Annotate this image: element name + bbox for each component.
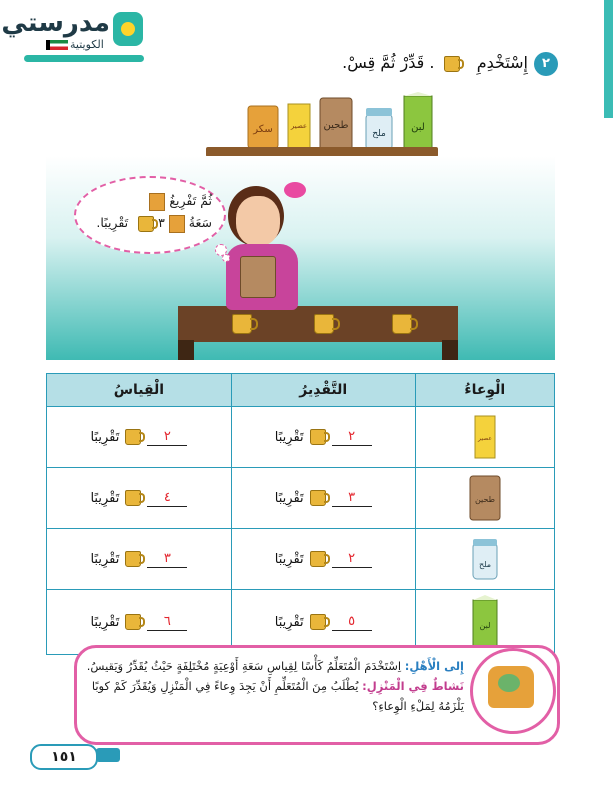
flour-bag-icon bbox=[149, 193, 165, 211]
container-cell bbox=[415, 468, 554, 529]
question-text-before: إِسْتَخْدِمِ bbox=[476, 53, 528, 72]
header-estimate: التَّقْدِيرُ bbox=[231, 374, 415, 407]
page-number: ١٥١ bbox=[30, 744, 98, 770]
shelf-illustration bbox=[206, 92, 438, 152]
svg-text:لبن: لبن bbox=[479, 621, 491, 630]
measure-value: ٤ bbox=[147, 490, 187, 507]
flour-bag-icon bbox=[468, 474, 502, 522]
estimate-value: ٢ bbox=[332, 551, 372, 568]
question-number: ٢ bbox=[534, 52, 558, 76]
parents-note-line-2: نَشاطٌ فِي الْمَنْزِلِ: يُطْلَبُ مِنَ الْمُتَعَلِّمِ أَنْ يَجِدَ وِعاءً فِي الْمَنْزِلِ وَيُقَدِّرَ كَمْ كوبًا يَلْزَمُهُ لِمَلْءِ الْوِعاءِ؟ bbox=[91, 679, 464, 713]
estimate-value: ٣ bbox=[332, 490, 372, 507]
measure-cell: ٣ تَقْرِيبًا bbox=[47, 529, 232, 590]
table-row bbox=[47, 529, 555, 590]
svg-text:عصير: عصير bbox=[477, 435, 492, 442]
cup-icon bbox=[125, 614, 141, 630]
brand-strip bbox=[24, 55, 144, 62]
container-cell bbox=[415, 407, 554, 468]
table-header-row bbox=[47, 374, 555, 407]
cup-icon bbox=[310, 614, 326, 630]
header-container: الْوِعاءُ bbox=[415, 374, 554, 407]
bubble-line-1: ثُمَّ تَفْرِيغُ bbox=[82, 190, 212, 212]
measure-cell: ٦ تَقْرِيبًا bbox=[47, 590, 232, 655]
salt-jar-icon bbox=[470, 537, 500, 581]
question-text bbox=[330, 53, 528, 72]
estimate-cell: ٢ تَقْرِيبًا bbox=[231, 529, 415, 590]
kuwait-flag-icon bbox=[46, 40, 68, 50]
header-measure: الْقِياسُ bbox=[47, 374, 232, 407]
cup-icon bbox=[444, 56, 460, 72]
page-number-decoration bbox=[96, 748, 120, 762]
cup-icon bbox=[310, 490, 326, 506]
cup-icon bbox=[138, 216, 154, 232]
cup-icon bbox=[232, 314, 252, 334]
table-row bbox=[47, 407, 555, 468]
measure-value: ٢ bbox=[147, 429, 187, 446]
shelf-containers-svg bbox=[206, 92, 438, 152]
cup-icon bbox=[392, 314, 412, 334]
table-leg bbox=[442, 340, 458, 360]
cup-icon bbox=[314, 314, 334, 334]
parents-note-line-1: إِلى الْأَهْلِ: اِسْتَخْدَمَ الْمُتَعَلِّمُ كَأْسًا لِقِياسِ سَعَةِ أَوْعِيَةٍ مُخْتَلِفَةٍ حَيْثُ يُقَدِّرُ وَيَقيسُ. bbox=[86, 659, 464, 673]
parents-note-text bbox=[86, 656, 464, 716]
cup-icon bbox=[310, 551, 326, 567]
side-accent-bar bbox=[604, 0, 613, 118]
flour-bag-held bbox=[240, 256, 276, 298]
bubble-line-2: سَعَةُ ٣ تَقْرِيبًا. bbox=[82, 212, 212, 234]
bag-decoration bbox=[498, 674, 520, 692]
measure-cell: ٤ تَقْرِيبًا bbox=[47, 468, 232, 529]
brand-title: مدرستي bbox=[1, 8, 110, 38]
shelf-label-juice: عصير bbox=[290, 122, 308, 130]
bubble-dot bbox=[222, 254, 230, 262]
question-text-after: . قَدِّرْ ثُمَّ قِسْ. bbox=[342, 53, 435, 72]
milk-carton-icon bbox=[471, 594, 499, 650]
svg-text:ملح: ملح bbox=[478, 560, 491, 569]
cup-icon bbox=[310, 429, 326, 445]
girl-face bbox=[236, 196, 280, 246]
estimate-cell: ٥ تَقْرِيبًا bbox=[231, 590, 415, 655]
cup-icon bbox=[125, 429, 141, 445]
brand-logo-icon bbox=[113, 12, 143, 46]
measure-value: ٦ bbox=[147, 614, 187, 631]
shelf-label-sugar: سكر bbox=[253, 124, 273, 135]
container-cell bbox=[415, 529, 554, 590]
estimate-cell: ٢ تَقْرِيبًا bbox=[231, 407, 415, 468]
measurement-table bbox=[46, 373, 555, 655]
brand-subtitle: الكويتية bbox=[70, 38, 104, 51]
estimate-cell: ٣ تَقْرِيبًا bbox=[231, 468, 415, 529]
juice-box-icon bbox=[473, 414, 497, 460]
cup-icon bbox=[125, 551, 141, 567]
measure-cell: ٢ تَقْرِيبًا bbox=[47, 407, 232, 468]
measure-value: ٣ bbox=[147, 551, 187, 568]
estimate-value: ٥ bbox=[332, 614, 372, 631]
shelf-label-salt: ملح bbox=[372, 129, 386, 139]
svg-text:طحين: طحين bbox=[474, 495, 495, 504]
bubble-text bbox=[82, 190, 212, 234]
shelf-label-flour: طحين bbox=[323, 120, 349, 131]
table-row bbox=[47, 468, 555, 529]
estimate-value: ٢ bbox=[332, 429, 372, 446]
cup-icon bbox=[125, 490, 141, 506]
flour-bag-icon bbox=[169, 215, 185, 233]
shelf-label-milk: لبن bbox=[411, 122, 425, 133]
table-leg bbox=[178, 340, 194, 360]
girl-hair-bow bbox=[284, 182, 306, 198]
